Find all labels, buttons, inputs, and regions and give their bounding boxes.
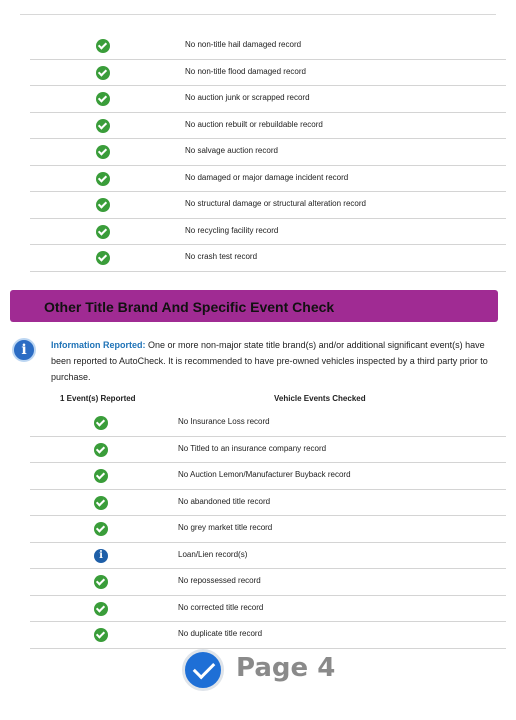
table-row — [30, 622, 506, 649]
record-label: No salvage auction record — [185, 146, 278, 155]
event-label: No abandoned title record — [178, 496, 271, 506]
list-item — [30, 245, 506, 272]
check-icon — [94, 628, 108, 642]
event-label: No Titled to an insurance company record — [178, 443, 327, 453]
record-label: No non-title flood damaged record — [185, 66, 306, 76]
info-body: One or more non-major state title brand(s) and/or additional significant event(s) have been reported to AutoCheck. It is recommended to have pre-owned vehicles inspected by a third party prior to purchase. — [51, 340, 488, 382]
info-icon — [12, 338, 36, 362]
events-table — [30, 410, 506, 649]
info-text — [51, 337, 501, 385]
table-row — [30, 437, 506, 464]
check-icon — [96, 39, 110, 53]
check-icon — [94, 575, 108, 589]
list-item — [30, 86, 506, 113]
check-icon — [96, 66, 110, 80]
list-item — [30, 139, 506, 166]
list-item — [30, 33, 506, 60]
title-records-list — [30, 33, 506, 272]
events-table-header — [30, 392, 506, 409]
vehicle-events-header: Vehicle Events Checked — [274, 394, 366, 403]
list-item — [30, 113, 506, 140]
info-icon — [94, 549, 108, 563]
page-number: Page 4 — [236, 653, 336, 683]
check-icon — [96, 198, 110, 212]
list-item — [30, 166, 506, 193]
check-icon — [96, 172, 110, 186]
check-icon — [94, 416, 108, 430]
check-icon — [96, 92, 110, 106]
event-label: Loan/Lien record(s) — [178, 549, 248, 559]
table-row — [30, 490, 506, 517]
list-item — [30, 192, 506, 219]
info-heading: Information Reported: — [51, 340, 146, 350]
record-label: No structural damage or structural alteration record — [185, 199, 366, 208]
page-indicator — [0, 648, 516, 692]
check-icon — [96, 225, 110, 239]
record-label: No damaged or major damage incident record — [185, 172, 349, 182]
record-label: No non-title hail damaged record — [185, 40, 302, 49]
list-item — [30, 219, 506, 246]
table-row — [30, 516, 506, 543]
event-label: No repossessed record — [178, 576, 261, 585]
check-icon — [94, 522, 108, 536]
event-label: No Insurance Loss record — [178, 417, 270, 426]
check-icon — [96, 251, 110, 265]
check-icon — [94, 602, 108, 616]
check-icon — [94, 443, 108, 457]
list-item — [30, 60, 506, 87]
checkmark-circle-icon — [182, 649, 224, 691]
top-divider — [20, 14, 496, 15]
table-row — [30, 543, 506, 570]
event-label: No grey market title record — [178, 523, 273, 532]
events-reported-header: 1 Event(s) Reported — [60, 394, 136, 403]
check-icon — [96, 145, 110, 159]
check-icon — [94, 469, 108, 483]
check-icon — [94, 496, 108, 510]
table-row — [30, 463, 506, 490]
record-label: No recycling facility record — [185, 225, 279, 235]
record-label: No auction rebuilt or rebuildable record — [185, 119, 323, 129]
event-label: No corrected title record — [178, 602, 264, 612]
event-label: No Auction Lemon/Manufacturer Buyback record — [178, 470, 351, 479]
table-row — [30, 410, 506, 437]
table-row — [30, 596, 506, 623]
section-banner — [10, 290, 498, 322]
record-label: No crash test record — [185, 252, 258, 261]
event-label: No duplicate title record — [178, 629, 263, 638]
section-title: Other Title Brand And Specific Event Check — [44, 299, 335, 315]
table-row — [30, 569, 506, 596]
record-label: No auction junk or scrapped record — [185, 93, 310, 102]
check-icon — [96, 119, 110, 133]
